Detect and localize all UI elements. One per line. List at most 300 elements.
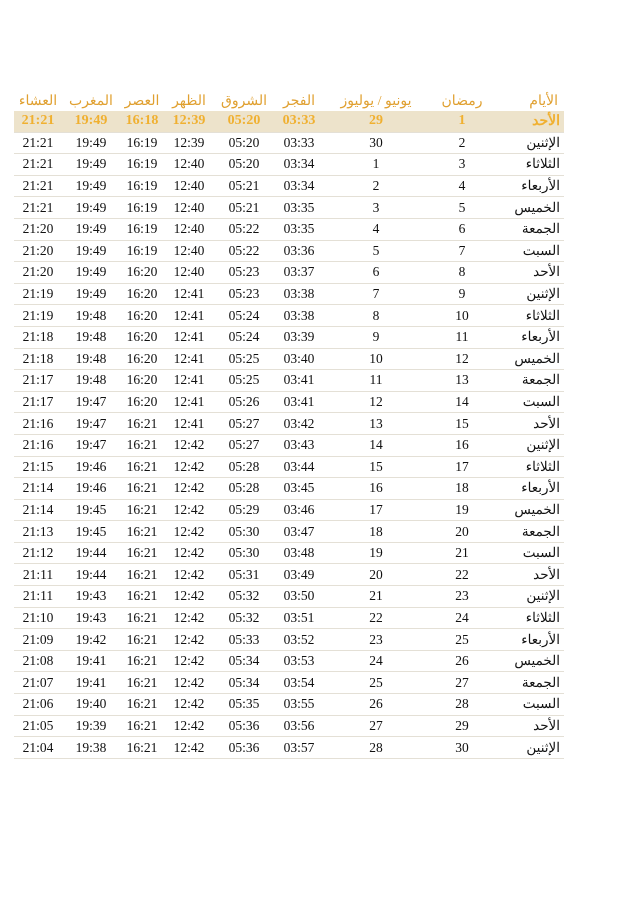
cell-fajr: 03:33	[283, 134, 315, 150]
table-row	[14, 154, 564, 176]
cell-gregorian: 27	[369, 717, 383, 733]
cell-ramadan: 20	[455, 523, 469, 539]
cell-day: الأحد	[533, 717, 560, 733]
cell-gregorian: 24	[369, 653, 383, 669]
cell-ramadan: 14	[455, 394, 469, 410]
table-row	[14, 629, 564, 651]
cell-shuruq: 05:32	[228, 609, 260, 625]
cell-ramadan: 12	[455, 350, 469, 366]
cell-gregorian: 28	[369, 739, 383, 755]
cell-asr: 16:20	[126, 264, 158, 280]
table-row	[14, 305, 564, 327]
table-header-row	[14, 91, 564, 111]
cell-fajr: 03:39	[283, 329, 315, 345]
cell-dhuhr: 12:40	[173, 156, 205, 172]
cell-ramadan: 10	[455, 307, 469, 323]
cell-maghrib: 19:47	[75, 437, 107, 453]
cell-asr: 16:21	[126, 588, 158, 604]
cell-asr: 16:21	[126, 480, 158, 496]
header-isha: العشاء	[18, 93, 58, 109]
header-gregorian: يونيو / يوليوز	[340, 93, 412, 109]
cell-maghrib: 19:42	[75, 631, 107, 647]
cell-gregorian: 14	[369, 437, 383, 453]
cell-gregorian: 19	[369, 545, 383, 561]
cell-fajr: 03:54	[283, 674, 315, 690]
cell-gregorian: 5	[372, 242, 380, 258]
cell-day: الثلاثاء	[525, 609, 560, 625]
cell-maghrib: 19:47	[75, 394, 107, 410]
cell-fajr: 03:44	[283, 458, 315, 474]
cell-dhuhr: 12:42	[173, 523, 205, 539]
cell-dhuhr: 12:40	[173, 264, 205, 280]
cell-shuruq: 05:34	[228, 653, 260, 669]
cell-isha: 21:05	[22, 717, 54, 733]
table-body	[14, 111, 564, 759]
cell-ramadan: 6	[458, 221, 466, 237]
cell-gregorian: 29	[369, 113, 383, 129]
cell-day: الأحد	[533, 566, 560, 582]
cell-maghrib: 19:49	[74, 113, 108, 129]
cell-shuruq: 05:36	[228, 739, 260, 755]
cell-day: الجمعة	[521, 523, 560, 539]
cell-ramadan: 19	[455, 501, 469, 517]
cell-day: الخميس	[514, 653, 560, 669]
table-row	[14, 197, 564, 219]
cell-asr: 16:20	[126, 394, 158, 410]
cell-gregorian: 7	[372, 286, 380, 302]
cell-shuruq: 05:32	[228, 588, 260, 604]
cell-shuruq: 05:35	[228, 696, 260, 712]
table-row	[14, 133, 564, 155]
table-row	[14, 694, 564, 716]
cell-maghrib: 19:49	[75, 242, 107, 258]
cell-dhuhr: 12:42	[173, 739, 205, 755]
table-row	[14, 327, 564, 349]
cell-isha: 21:08	[22, 653, 54, 669]
cell-shuruq: 05:21	[228, 178, 260, 194]
header-fajr: الفجر	[283, 93, 315, 109]
cell-dhuhr: 12:41	[173, 394, 205, 410]
cell-fajr: 03:50	[283, 588, 315, 604]
cell-gregorian: 25	[369, 674, 383, 690]
cell-fajr: 03:38	[283, 307, 315, 323]
table-row	[14, 672, 564, 694]
cell-dhuhr: 12:42	[173, 566, 205, 582]
cell-gregorian: 6	[372, 264, 380, 280]
table-row	[14, 435, 564, 457]
cell-shuruq: 05:34	[228, 674, 260, 690]
cell-maghrib: 19:49	[75, 178, 107, 194]
table-row	[14, 349, 564, 371]
cell-day: السبت	[522, 242, 560, 258]
cell-day: الإثنين	[526, 286, 560, 302]
prayer-times-table	[14, 91, 564, 759]
cell-fajr: 03:35	[283, 221, 315, 237]
cell-maghrib: 19:49	[75, 134, 107, 150]
cell-ramadan: 22	[455, 566, 469, 582]
cell-day: الإثنين	[526, 134, 560, 150]
cell-gregorian: 23	[369, 631, 383, 647]
cell-day: الإثنين	[526, 437, 560, 453]
cell-ramadan: 1	[458, 113, 466, 129]
cell-maghrib: 19:43	[75, 588, 107, 604]
cell-dhuhr: 12:40	[173, 199, 205, 215]
cell-asr: 16:21	[126, 566, 158, 582]
cell-dhuhr: 12:41	[173, 286, 205, 302]
table-row	[14, 219, 564, 241]
cell-day: الأحد	[532, 113, 560, 129]
cell-maghrib: 19:41	[75, 653, 107, 669]
cell-day: الأربعاء	[521, 631, 560, 647]
header-maghrib: المغرب	[69, 93, 113, 109]
cell-day: الأربعاء	[521, 178, 560, 194]
cell-maghrib: 19:47	[75, 415, 107, 431]
cell-isha: 21:19	[22, 307, 54, 323]
cell-ramadan: 13	[455, 372, 469, 388]
cell-ramadan: 27	[455, 674, 469, 690]
cell-dhuhr: 12:41	[173, 415, 205, 431]
table-row	[14, 737, 564, 759]
cell-maghrib: 19:48	[75, 372, 107, 388]
cell-fajr: 03:34	[283, 178, 315, 194]
cell-day: الأربعاء	[521, 480, 560, 496]
cell-fajr: 03:41	[283, 372, 315, 388]
cell-isha: 21:17	[22, 394, 54, 410]
cell-fajr: 03:55	[283, 696, 315, 712]
cell-day: الجمعة	[521, 221, 560, 237]
cell-maghrib: 19:46	[75, 458, 107, 474]
cell-shuruq: 05:25	[228, 350, 260, 366]
cell-isha: 21:18	[22, 350, 54, 366]
cell-fajr: 03:43	[283, 437, 315, 453]
cell-dhuhr: 12:42	[173, 674, 205, 690]
cell-day: الثلاثاء	[525, 458, 560, 474]
cell-isha: 21:21	[21, 113, 55, 129]
cell-isha: 21:18	[22, 329, 54, 345]
cell-dhuhr: 12:39	[173, 134, 205, 150]
table-row	[14, 564, 564, 586]
cell-isha: 21:13	[22, 523, 54, 539]
cell-day: الجمعة	[521, 372, 560, 388]
cell-isha: 21:21	[22, 178, 54, 194]
cell-shuruq: 05:30	[228, 545, 260, 561]
cell-shuruq: 05:29	[228, 501, 260, 517]
cell-maghrib: 19:39	[75, 717, 107, 733]
cell-isha: 21:04	[22, 739, 54, 755]
cell-maghrib: 19:38	[75, 739, 107, 755]
cell-asr: 16:19	[126, 156, 158, 172]
cell-fajr: 03:36	[283, 242, 315, 258]
cell-dhuhr: 12:42	[173, 588, 205, 604]
cell-fajr: 03:40	[283, 350, 315, 366]
cell-isha: 21:16	[22, 415, 54, 431]
cell-ramadan: 29	[455, 717, 469, 733]
cell-isha: 21:12	[22, 545, 54, 561]
cell-day: الخميس	[514, 501, 560, 517]
cell-day: الثلاثاء	[525, 307, 560, 323]
table-row	[14, 413, 564, 435]
cell-shuruq: 05:31	[228, 566, 260, 582]
table-row	[14, 241, 564, 263]
cell-asr: 16:20	[126, 286, 158, 302]
cell-maghrib: 19:49	[75, 264, 107, 280]
header-day: الأيام	[529, 93, 558, 109]
cell-ramadan: 18	[455, 480, 469, 496]
cell-dhuhr: 12:42	[173, 717, 205, 733]
table-row	[14, 716, 564, 738]
cell-shuruq: 05:28	[228, 480, 260, 496]
cell-shuruq: 05:36	[228, 717, 260, 733]
cell-maghrib: 19:45	[75, 501, 107, 517]
cell-gregorian: 8	[372, 307, 380, 323]
cell-day: الخميس	[514, 199, 560, 215]
table-row	[14, 478, 564, 500]
cell-fajr: 03:34	[283, 156, 315, 172]
cell-fajr: 03:33	[282, 113, 316, 129]
cell-fajr: 03:53	[283, 653, 315, 669]
cell-shuruq: 05:26	[228, 394, 260, 410]
table-row	[14, 284, 564, 306]
cell-maghrib: 19:48	[75, 350, 107, 366]
cell-fajr: 03:52	[283, 631, 315, 647]
cell-day: السبت	[522, 545, 560, 561]
cell-dhuhr: 12:40	[173, 221, 205, 237]
cell-fajr: 03:56	[283, 717, 315, 733]
cell-maghrib: 19:44	[75, 566, 107, 582]
cell-day: الأحد	[533, 264, 560, 280]
cell-shuruq: 05:28	[228, 458, 260, 474]
cell-gregorian: 2	[372, 178, 380, 194]
table-row	[14, 176, 564, 198]
cell-dhuhr: 12:42	[173, 609, 205, 625]
cell-shuruq: 05:23	[228, 264, 260, 280]
cell-isha: 21:10	[22, 609, 54, 625]
cell-shuruq: 05:21	[228, 199, 260, 215]
cell-isha: 21:14	[22, 501, 54, 517]
cell-ramadan: 16	[455, 437, 469, 453]
cell-fajr: 03:45	[283, 480, 315, 496]
cell-isha: 21:21	[22, 134, 54, 150]
cell-dhuhr: 12:39	[172, 113, 206, 129]
cell-gregorian: 3	[372, 199, 380, 215]
table-row	[14, 608, 564, 630]
cell-dhuhr: 12:40	[173, 178, 205, 194]
cell-ramadan: 9	[458, 286, 466, 302]
cell-dhuhr: 12:42	[173, 653, 205, 669]
cell-ramadan: 23	[455, 588, 469, 604]
cell-maghrib: 19:48	[75, 307, 107, 323]
cell-ramadan: 5	[458, 199, 466, 215]
table-row	[14, 500, 564, 522]
cell-gregorian: 17	[369, 501, 383, 517]
cell-gregorian: 20	[369, 566, 383, 582]
cell-isha: 21:09	[22, 631, 54, 647]
cell-isha: 21:20	[22, 264, 54, 280]
cell-gregorian: 12	[369, 394, 383, 410]
cell-isha: 21:19	[22, 286, 54, 302]
cell-gregorian: 4	[372, 221, 380, 237]
cell-isha: 21:15	[22, 458, 54, 474]
cell-shuruq: 05:20	[227, 113, 261, 129]
cell-gregorian: 10	[369, 350, 383, 366]
cell-asr: 16:21	[126, 501, 158, 517]
cell-shuruq: 05:33	[228, 631, 260, 647]
cell-isha: 21:11	[22, 588, 54, 604]
cell-asr: 16:21	[126, 609, 158, 625]
cell-asr: 16:21	[126, 523, 158, 539]
cell-maghrib: 19:49	[75, 286, 107, 302]
cell-ramadan: 4	[458, 178, 466, 194]
cell-gregorian: 16	[369, 480, 383, 496]
cell-asr: 16:21	[126, 739, 158, 755]
cell-day: الثلاثاء	[525, 156, 560, 172]
cell-isha: 21:06	[22, 696, 54, 712]
cell-dhuhr: 12:42	[173, 501, 205, 517]
cell-asr: 16:19	[126, 221, 158, 237]
cell-shuruq: 05:24	[228, 307, 260, 323]
cell-asr: 16:20	[126, 350, 158, 366]
cell-asr: 16:21	[126, 458, 158, 474]
cell-day: السبت	[522, 394, 560, 410]
table-row	[14, 370, 564, 392]
cell-gregorian: 18	[369, 523, 383, 539]
cell-maghrib: 19:49	[75, 199, 107, 215]
cell-fajr: 03:38	[283, 286, 315, 302]
cell-shuruq: 05:24	[228, 329, 260, 345]
cell-day: السبت	[522, 696, 560, 712]
cell-fajr: 03:51	[283, 609, 315, 625]
cell-day: الجمعة	[521, 674, 560, 690]
cell-ramadan: 2	[458, 134, 466, 150]
cell-asr: 16:21	[126, 415, 158, 431]
cell-isha: 21:11	[22, 566, 54, 582]
cell-dhuhr: 12:42	[173, 458, 205, 474]
cell-asr: 16:19	[126, 199, 158, 215]
cell-day: الخميس	[514, 350, 560, 366]
table-row	[14, 262, 564, 284]
table-row	[14, 111, 564, 133]
cell-asr: 16:21	[126, 717, 158, 733]
cell-dhuhr: 12:41	[173, 329, 205, 345]
cell-ramadan: 30	[455, 739, 469, 755]
cell-gregorian: 9	[372, 329, 380, 345]
cell-shuruq: 05:27	[228, 437, 260, 453]
header-asr: العصر	[124, 93, 160, 109]
cell-ramadan: 11	[455, 329, 469, 345]
cell-gregorian: 30	[369, 134, 383, 150]
cell-asr: 16:20	[126, 372, 158, 388]
cell-ramadan: 8	[458, 264, 466, 280]
cell-maghrib: 19:40	[75, 696, 107, 712]
cell-dhuhr: 12:41	[173, 350, 205, 366]
cell-maghrib: 19:49	[75, 221, 107, 237]
cell-asr: 16:21	[126, 545, 158, 561]
cell-fajr: 03:57	[283, 739, 315, 755]
cell-fajr: 03:46	[283, 501, 315, 517]
cell-isha: 21:07	[22, 674, 54, 690]
cell-fajr: 03:35	[283, 199, 315, 215]
cell-asr: 16:18	[125, 113, 159, 129]
cell-shuruq: 05:27	[228, 415, 260, 431]
cell-gregorian: 15	[369, 458, 383, 474]
cell-shuruq: 05:22	[228, 221, 260, 237]
cell-gregorian: 22	[369, 609, 383, 625]
cell-dhuhr: 12:41	[173, 372, 205, 388]
cell-day: الإثنين	[526, 739, 560, 755]
cell-dhuhr: 12:42	[173, 437, 205, 453]
cell-fajr: 03:47	[283, 523, 315, 539]
cell-asr: 16:21	[126, 674, 158, 690]
cell-ramadan: 15	[455, 415, 469, 431]
table-row	[14, 457, 564, 479]
cell-gregorian: 21	[369, 588, 383, 604]
cell-maghrib: 19:41	[75, 674, 107, 690]
cell-isha: 21:21	[22, 199, 54, 215]
cell-asr: 16:21	[126, 631, 158, 647]
cell-dhuhr: 12:41	[173, 307, 205, 323]
cell-isha: 21:16	[22, 437, 54, 453]
cell-maghrib: 19:46	[75, 480, 107, 496]
cell-maghrib: 19:45	[75, 523, 107, 539]
header-shuruq: الشروق	[221, 93, 267, 109]
cell-gregorian: 26	[369, 696, 383, 712]
cell-fajr: 03:48	[283, 545, 315, 561]
cell-shuruq: 05:20	[228, 134, 260, 150]
cell-ramadan: 17	[455, 458, 469, 474]
cell-isha: 21:20	[22, 221, 54, 237]
cell-maghrib: 19:49	[75, 156, 107, 172]
cell-asr: 16:20	[126, 329, 158, 345]
cell-asr: 16:19	[126, 178, 158, 194]
cell-dhuhr: 12:42	[173, 631, 205, 647]
cell-asr: 16:19	[126, 134, 158, 150]
cell-maghrib: 19:48	[75, 329, 107, 345]
cell-dhuhr: 12:42	[173, 696, 205, 712]
cell-dhuhr: 12:42	[173, 545, 205, 561]
header-ramadan: رمضان	[441, 93, 483, 109]
cell-shuruq: 05:30	[228, 523, 260, 539]
cell-shuruq: 05:23	[228, 286, 260, 302]
cell-ramadan: 24	[455, 609, 469, 625]
cell-ramadan: 26	[455, 653, 469, 669]
cell-day: الأربعاء	[521, 329, 560, 345]
table-row	[14, 651, 564, 673]
cell-asr: 16:21	[126, 437, 158, 453]
cell-shuruq: 05:20	[228, 156, 260, 172]
cell-ramadan: 28	[455, 696, 469, 712]
cell-fajr: 03:41	[283, 394, 315, 410]
cell-fajr: 03:37	[283, 264, 315, 280]
cell-maghrib: 19:43	[75, 609, 107, 625]
cell-isha: 21:20	[22, 242, 54, 258]
cell-ramadan: 3	[458, 156, 466, 172]
cell-asr: 16:20	[126, 307, 158, 323]
cell-asr: 16:21	[126, 653, 158, 669]
cell-maghrib: 19:44	[75, 545, 107, 561]
cell-isha: 21:17	[22, 372, 54, 388]
cell-ramadan: 21	[455, 545, 469, 561]
cell-shuruq: 05:22	[228, 242, 260, 258]
cell-ramadan: 7	[458, 242, 466, 258]
cell-shuruq: 05:25	[228, 372, 260, 388]
cell-isha: 21:14	[22, 480, 54, 496]
cell-ramadan: 25	[455, 631, 469, 647]
cell-asr: 16:19	[126, 242, 158, 258]
header-dhuhr: الظهر	[172, 93, 206, 109]
table-row	[14, 586, 564, 608]
cell-gregorian: 1	[372, 156, 380, 172]
cell-gregorian: 11	[369, 372, 383, 388]
